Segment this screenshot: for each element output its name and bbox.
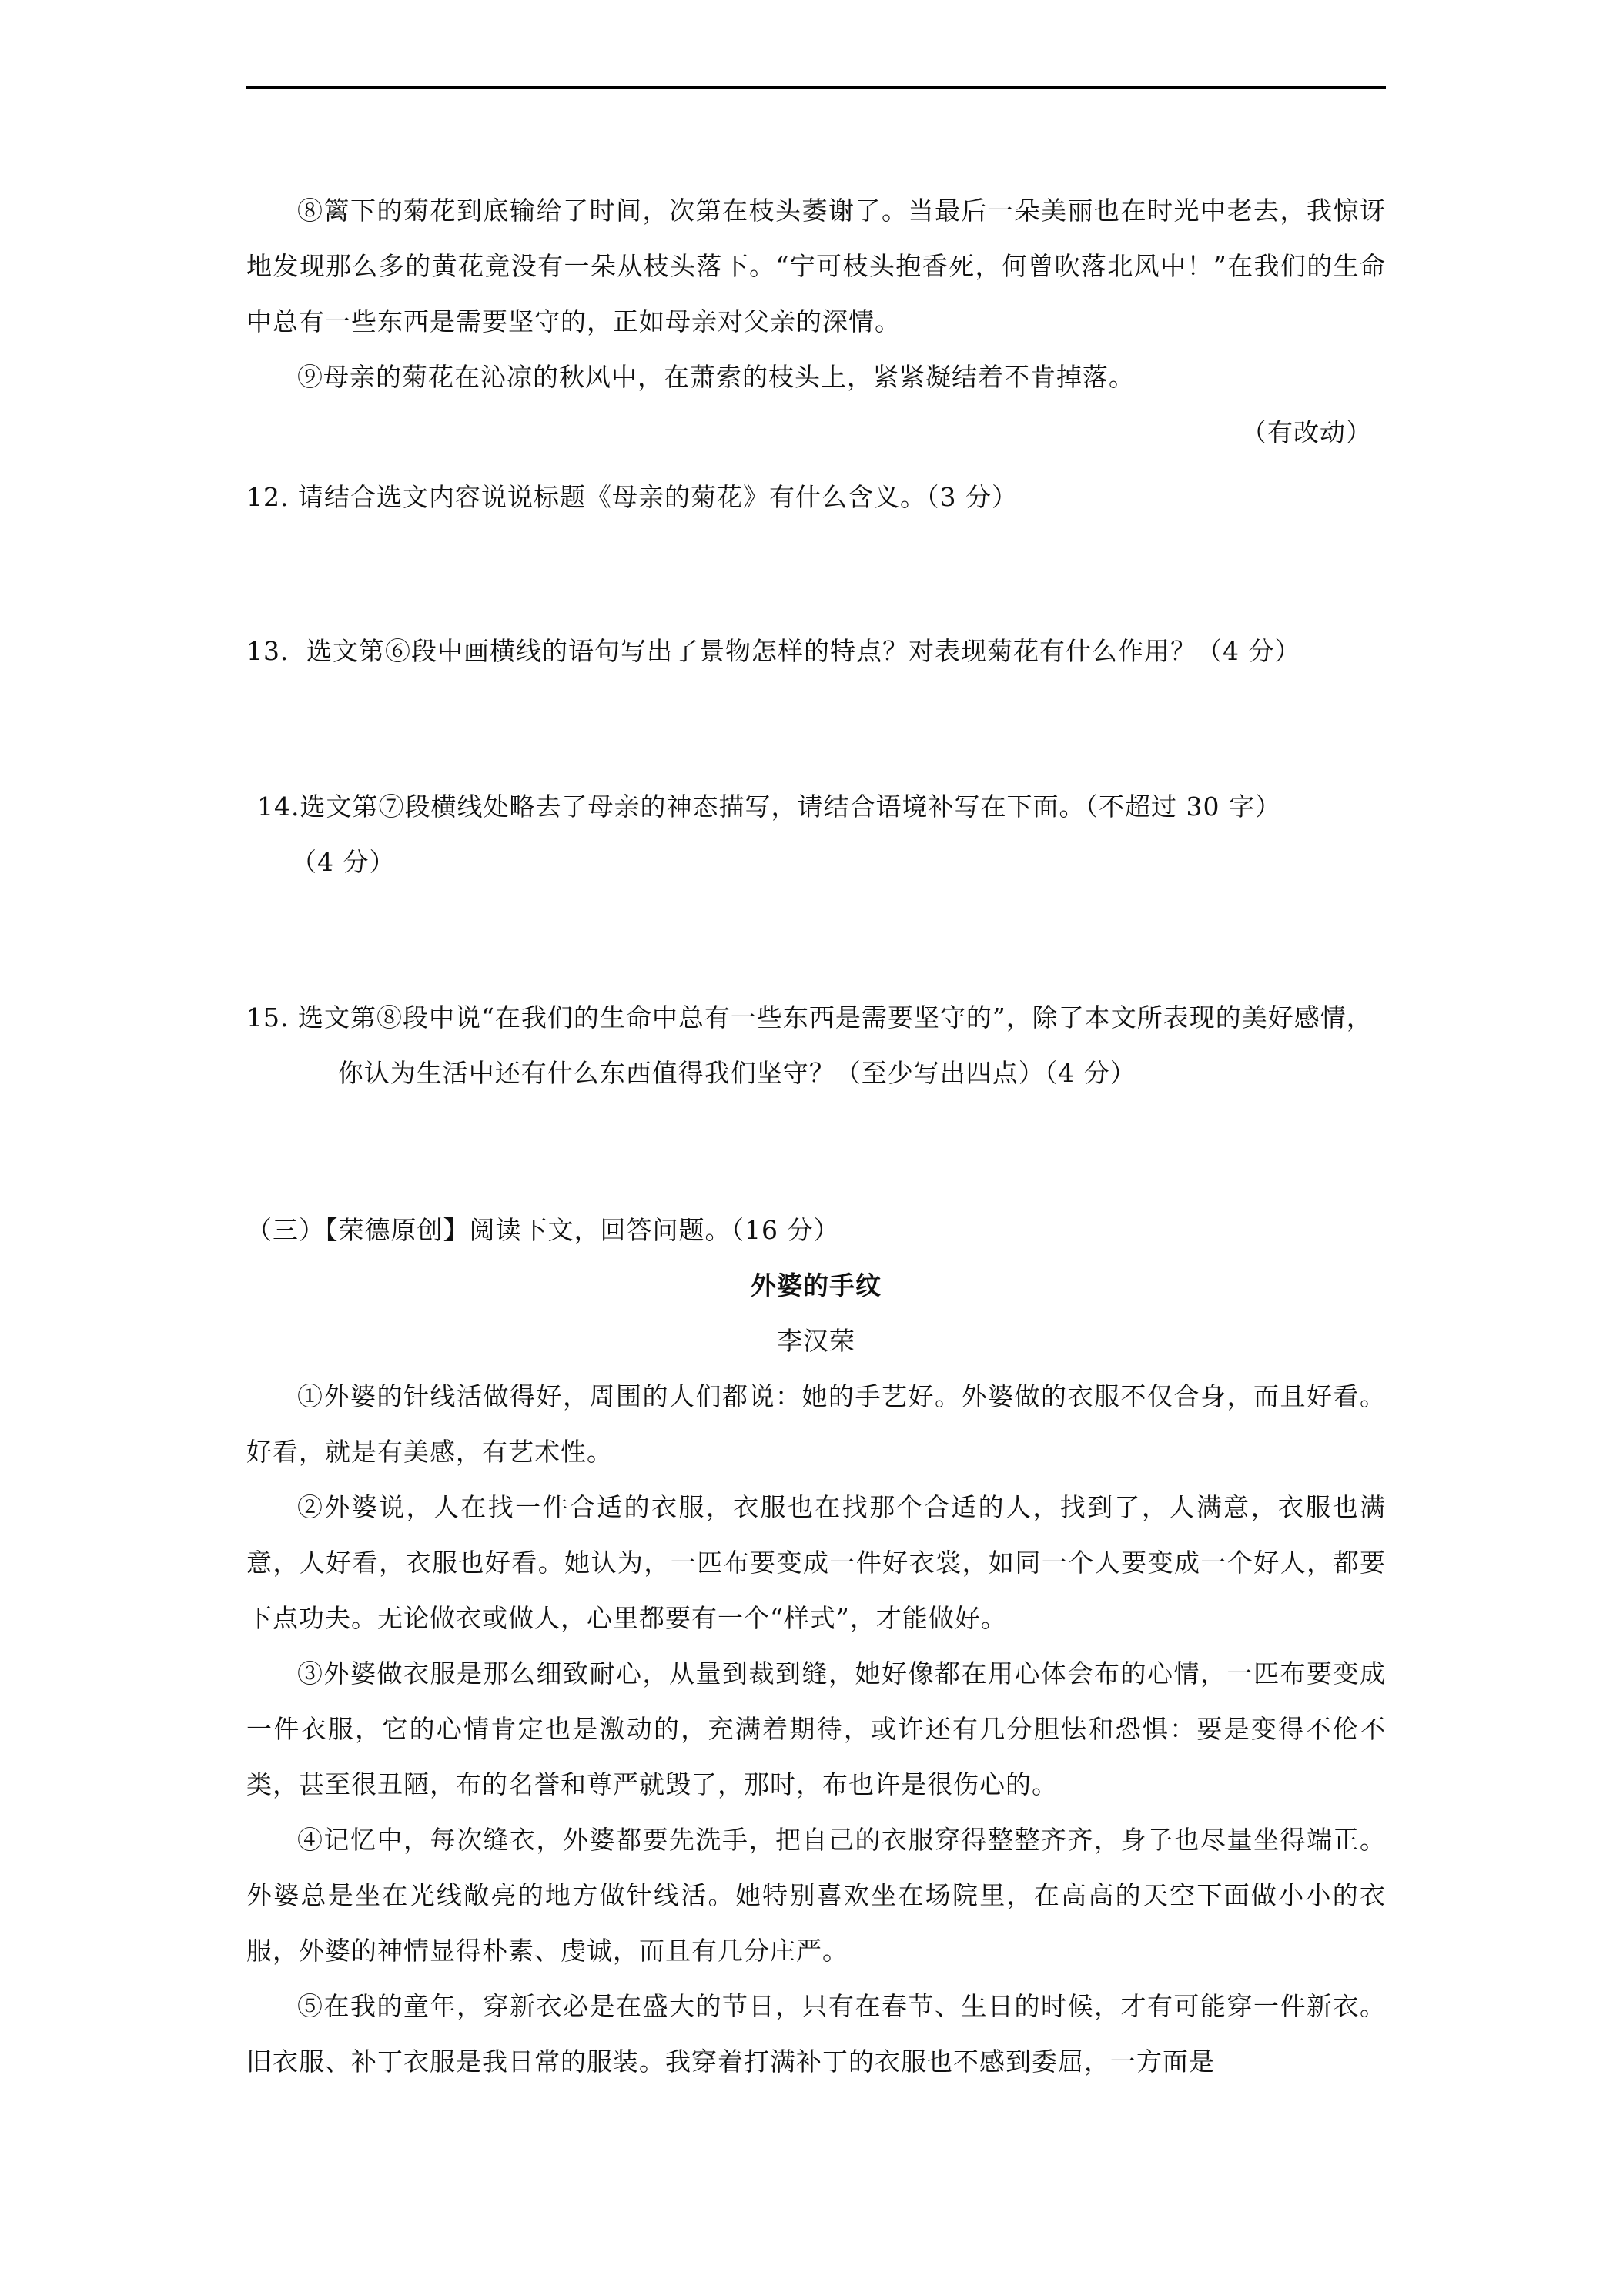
paragraph-9: ⑨母亲的菊花在沁凉的秋风中，在萧索的枝头上，紧紧凝结着不肯掉落。 (297, 362, 1135, 392)
question-15-text: 15. 选文第⑧段中说“在我们的生命中总有一些东西是需要坚守的”，除了本文所表现的美好感情，你认为生活中还有什么东西值得我们坚守？（至少写出四点）（4 分） (246, 1002, 1373, 1088)
question-12 (246, 470, 1386, 525)
passage-one-ending (246, 183, 1386, 460)
article-paragraph-4: ④记忆中，每次缝衣，外婆都要先洗手，把自己的衣服穿得整整齐齐，身子也尽量坐得端正。外婆总是坐在光线敞亮的地方做针线活。她特别喜欢坐在场院里，在高高的天空下面做小小的衣服，外婆的神情显得朴素、虔诚，而且有几分庄严。 (246, 1825, 1386, 1966)
article-paragraph-1: ①外婆的针线活做得好，周围的人们都说：她的手艺好。外婆做的衣服不仅合身，而且好看。好看，就是有美感，有艺术性。 (246, 1381, 1386, 1467)
adaptation-note: （有改动） (1241, 417, 1372, 447)
article-paragraph-3: ③外婆做衣服是那么细致耐心，从量到裁到缝，她好像都在用心体会布的心情，一匹布要变成一件衣服，它的心情肯定也是激动的，充满着期待，或许还有几分胆怯和恐惧：要是变得不伦不类，甚至很丑陋，布的名誉和尊严就毁了，那时，布也许是很伤心的。 (246, 1658, 1386, 1799)
article-paragraph-2: ②外婆说，人在找一件合适的衣服，衣服也在找那个合适的人，找到了，人满意，衣服也满意，人好看，衣服也好看。她认为，一匹布要变成一件好衣裳，如同一个人要变成一个好人，都要下点功夫。无论做衣或做人，心里都要有一个“样式”，才能做好。 (246, 1492, 1386, 1633)
question-12-text: 12. 请结合选文内容说说标题《母亲的菊花》有什么含义。（3 分） (246, 482, 1018, 512)
article-author: 李汉荣 (777, 1326, 855, 1356)
question-15 (246, 990, 1386, 1101)
paragraph-8: ⑧篱下的菊花到底输给了时间，次第在枝头萎谢了。当最后一朵美丽也在时光中老去，我惊讶地发现那么多的黄花竟没有一朵从枝头落下。“宁可枝头抱香死，何曾吹落北风中！”在我们的生命中总有一些东西是需要坚守的，正如母亲对父亲的深情。 (246, 196, 1386, 336)
question-13 (246, 624, 1386, 679)
header-rule (246, 86, 1386, 89)
question-14-text: 14.选文第⑦段横线处略去了母亲的神态描写，请结合语境补写在下面。（不超过 30 字） (257, 792, 1281, 822)
section-three-heading: （三）【荣德原创】阅读下文，回答问题。（16 分） (246, 1215, 840, 1245)
question-13-text: 13．选文第⑥段中画横线的语句写出了景物怎样的特点？对表现菊花有什么作用？（4 分） (246, 636, 1301, 666)
question-14-score: （4 分） (291, 847, 396, 877)
section-three (246, 1203, 1386, 2090)
question-14 (257, 779, 1397, 890)
article-paragraph-5: ⑤在我的童年，穿新衣必是在盛大的节日，只有在春节、生日的时候，才有可能穿一件新衣。旧衣服、补丁衣服是我日常的服装。我穿着打满补丁的衣服也不感到委屈，一方面是 (246, 1991, 1386, 2077)
article-title: 外婆的手纹 (751, 1270, 882, 1300)
